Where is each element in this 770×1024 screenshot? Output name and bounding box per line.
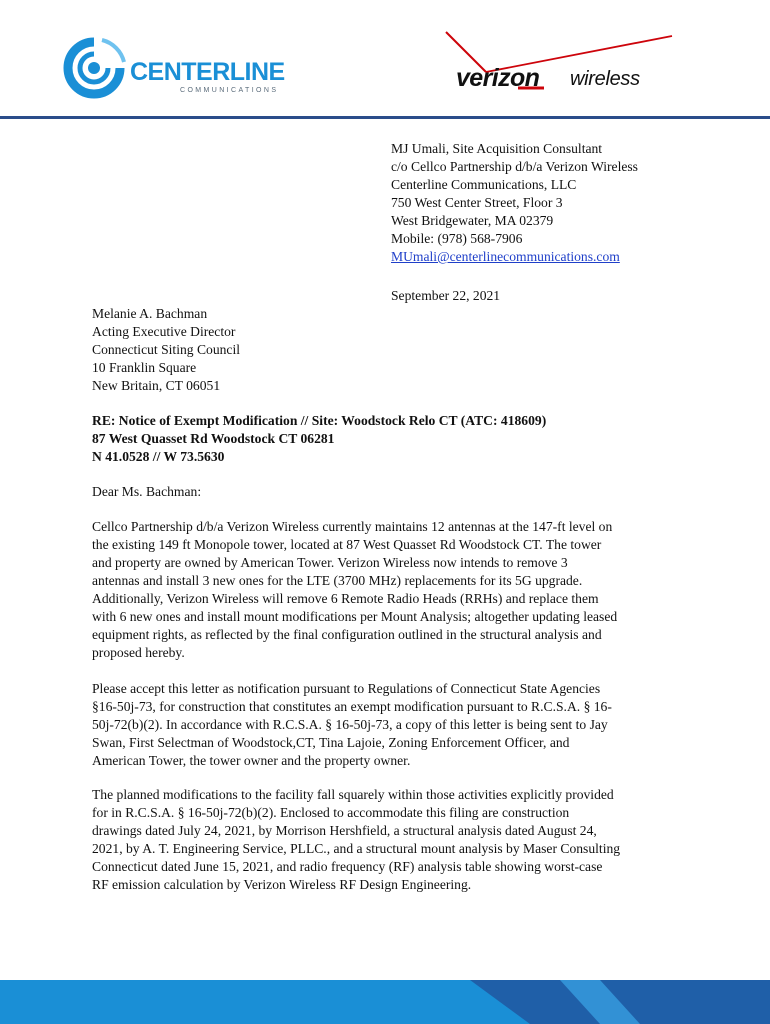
- paragraph-line: Cellco Partnership d/b/a Verizon Wireless currently maintains 12 antennas at the 147-ft level on: [92, 519, 613, 534]
- paragraph-line: Please accept this letter as notification pursuant to Regulations of Connecticut State Agencies: [92, 681, 601, 696]
- subject-coordinates: N 41.0528 // W 73.5630: [92, 449, 225, 464]
- verizon-brand: verizon: [456, 64, 540, 92]
- salutation: Dear Ms. Bachman:: [92, 484, 202, 499]
- recipient-address: [92, 305, 240, 395]
- paragraph-line: Additionally, Verizon Wireless will remove 6 Remote Radio Heads (RRHs) and replace them: [92, 591, 599, 606]
- paragraph-line: The planned modifications to the facility fall squarely within those activities explicitly provided: [92, 787, 614, 802]
- sender-line: Centerline Communications, LLC: [391, 177, 577, 192]
- recipient-title: Acting Executive Director: [92, 324, 236, 339]
- paragraph-line: drawings dated July 24, 2021, by Morrison Hershfield, a structural analysis dated August 24,: [92, 823, 597, 838]
- sender-line: 750 West Center Street, Floor 3: [391, 195, 563, 210]
- subject-block: [92, 412, 546, 466]
- centerline-subtitle: COMMUNICATIONS: [180, 87, 279, 94]
- paragraph-line: for in R.C.S.A. § 16-50j-72(b)(2). Enclosed to accommodate this filing are construction: [92, 805, 570, 820]
- paragraph-line: and property are owned by American Tower. Verizon Wireless now intends to remove 3: [92, 555, 568, 570]
- verizon-wireless-text: wireless: [570, 68, 640, 90]
- sender-line: MJ Umali, Site Acquisition Consultant: [391, 141, 603, 156]
- paragraph-line: the existing 149 ft Monopole tower, located at 87 West Quasset Rd Woodstock CT. The tower: [92, 537, 602, 552]
- verizon-wireless-logo: [440, 28, 690, 98]
- paragraph-line: equipment rights, as reflected by the final configuration outlined in the structural analysis and: [92, 627, 602, 642]
- recipient-city: New Britain, CT 06051: [92, 378, 221, 393]
- subject-address: 87 West Quasset Rd Woodstock CT 06281: [92, 431, 335, 446]
- paragraph-line: Swan, First Selectman of Woodstock,CT, Tina Lajoie, Zoning Enforcement Officer, and: [92, 735, 570, 750]
- centerline-name: CENTERLINE: [130, 58, 285, 86]
- body-paragraph-1: [92, 518, 692, 662]
- recipient-org: Connecticut Siting Council: [92, 342, 241, 357]
- sender-email-link[interactable]: MUmali@centerlinecommunications.com: [391, 249, 620, 264]
- sender-line: West Bridgewater, MA 02379: [391, 213, 554, 228]
- paragraph-line: 2021, by A. T. Engineering Service, PLLC., and a structural mount analysis by Maser Consulting: [92, 841, 621, 856]
- sender-line: Mobile: (978) 568-7906: [391, 231, 523, 246]
- paragraph-line: Connecticut dated June 15, 2021, and radio frequency (RF) analysis table showing worst-case: [92, 859, 603, 874]
- sender-line: c/o Cellco Partnership d/b/a Verizon Wireless: [391, 159, 638, 174]
- paragraph-line: proposed hereby.: [92, 645, 185, 660]
- sender-address: [391, 140, 638, 266]
- paragraph-line: 50j-72(b)(2). In accordance with R.C.S.A. § 16-50j-73, a copy of this letter is being sent to Jay: [92, 717, 608, 732]
- centerline-logo: [62, 34, 285, 104]
- paragraph-line: antennas and install 3 new ones for the LTE (3700 MHz) replacements for its 5G upgrade.: [92, 573, 583, 588]
- footer-band: [0, 976, 770, 1024]
- letter-date: September 22, 2021: [391, 288, 501, 303]
- paragraph-line: RF emission calculation by Verizon Wireless RF Design Engineering.: [92, 877, 472, 892]
- body-paragraph-3: [92, 786, 692, 894]
- body-paragraph-2: [92, 680, 692, 770]
- recipient-street: 10 Franklin Square: [92, 360, 197, 375]
- header-divider: [0, 116, 770, 119]
- centerline-mark-icon: [62, 34, 126, 104]
- recipient-name: Melanie A. Bachman: [92, 306, 208, 321]
- paragraph-line: with 6 new ones and install mount modifications per Mount Analysis; altogether updating leased: [92, 609, 618, 624]
- paragraph-line: §16-50j-73, for construction that constitutes an exempt modification pursuant to R.C.S.A. § 16-: [92, 699, 612, 714]
- paragraph-line: American Tower, the tower owner and the property owner.: [92, 753, 411, 768]
- subject-line: RE: Notice of Exempt Modification // Site: Woodstock Relo CT (ATC: 418609): [92, 413, 547, 428]
